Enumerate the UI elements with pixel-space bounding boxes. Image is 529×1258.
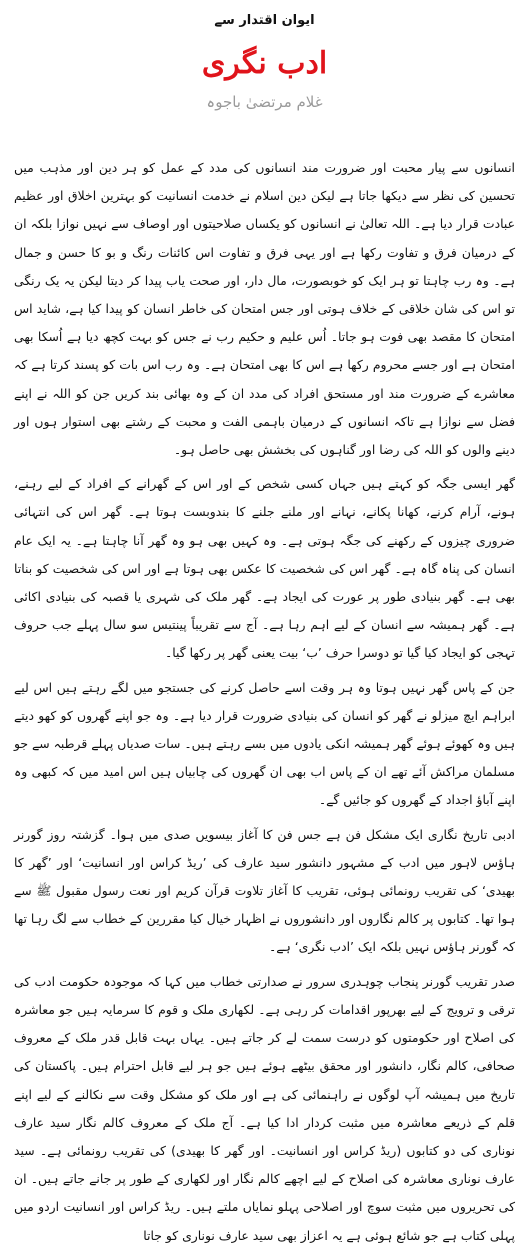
article-body [14, 154, 515, 1250]
article-paragraph: انسانوں سے پیار محبت اور ضرورت مند انسانوں کی مدد کے عمل کو ہر دین اور مذہب میں تحسین کی نظر سے دیکھا جاتا ہے لیکن دین اسلام نے خدمت انسانیت کو بہترین اخلاق اور عظیم عبادت قرار دیا ہے۔ اللہ تعالیٰ نے انسانوں کو یکساں صلاحیتوں اور اوصاف سے نہیں نوازا بلکہ ان کے درمیان فرق و تفاوت رکھا ہے اور یہی فرق و تفاوت اس کائنات رنگ و بو کا حسن و جمال ہے۔ وہ رب چاہتا تو ہر ایک کو خوبصورت، مال دار، اور صحت یاب پیدا کر دیتا لیکن یہ یک رنگی تو اس کی شان خلاقی کے خلاف ہوتی اور جس امتحان کی خاطر انسان کو پیدا کیا ہے، شاید اس امتحان کا مقصد بھی فوت ہو جاتا۔ اُس علیم و حکیم رب نے جس کو بہت کچھ دیا ہے اُسکا بھی امتحان ہے اور جسے محروم رکھا ہے اس کا بھی امتحان ہے۔ وہ رب اس بات کو پسند کرتا ہے کہ معاشرے کے ضرورت مند اور مستحق افراد کی مدد ان کے وہ بھائی بند کریں جن کو اللہ نے اپنے فضل سے نوازا ہے تاکہ انسانوں کے درمیان باہمی الفت و محبت کے رشتے بھی استوار ہوں اور دینے والوں کو اللہ کی رضا اور گناہوں کی بخشش بھی حاصل ہو۔ [14, 160, 515, 458]
article-paragraph: جن کے پاس گھر نہیں ہوتا وہ ہر وقت اسے حاصل کرنے کی جستجو میں لگے رہتے ہیں اس لیے ابراہم ایچ میزلو نے گھر کو انسان کی بنیادی ضرورت قرار دیا ہے۔ وہ جو اپنے گھروں کو کھو دیتے ہیں وہ کھوئے ہوئے گھر ہمیشہ انکی یادوں میں بسے رہتے ہیں۔ سات صدیاں پہلے قرطبہ سے جو مسلمان مراکش آئے تھے ان کے پاس اب بھی ان گھروں کی چابیاں ہیں اس امید میں کہ کبھی وہ اپنے آباؤ اجداد کے گھروں کو جائیں گے۔ [14, 679, 515, 808]
article-paragraph: صدر تقریب گورنر پنجاب چوہدری سرور نے صدارتی خطاب میں کہا کہ موجودہ حکومت ادب کی ترقی و ترویج کے لیے بھرپور اقدامات کر رہی ہے۔ لکھاری ملک و قوم کا سرمایہ ہیں جو معاشرہ کی اصلاح اور حکومتوں کو درست سمت لے کر جاتے ہیں۔ یہاں بہت قابل قدر ملک کے معروف صحافی، کالم نگار، دانشور اور محقق بیٹھے ہوئے ہیں جو ہر لیے قابل احترام ہیں۔ پاکستان کی تاریخ میں ہمیشہ آپ لوگوں نے راہنمائی کی ہے اور ملک کو مشکل وقت سے نکالنے کے لیے اپنے قلم کے ذریعے معاشرہ میں مثبت کردار ادا کیا ہے۔ آج ملک کے معروف کالم نگار سید عارف نوناری کی دو کتابوں (ریڈ کراس اور انسانیت۔ اور گھر کا بھیدی) کی تقریب رونمائی ہے۔ سید عارف نوناری معاشرہ کی اصلاح کے لیے اچھے کالم نگار اور لکھاری کے طور پر جانے جاتے ہیں۔ ان کی تحریروں میں مثبت سوچ اور اصلاحی پہلو نمایاں ملتے ہیں۔ ریڈ کراس اور انسانیت اردو میں پہلی کتاب ہے جو شائع ہوئی ہے یہ اعزاز بھی سید عارف نوناری کو جاتا [14, 973, 515, 1243]
article-header [14, 0, 515, 114]
article-paragraph: ادبی تاریخ نگاری ایک مشکل فن ہے جس فن کا آغاز بیسویں صدی میں ہوا۔ گزشتہ روز گورنر ہاؤس لاہور میں ادب کے مشہور دانشور سید عارف کی ’ریڈ کراس اور انسانیت‘ اور ’گھر کا بھیدی‘ کی تقریب رونمائی ہوئی، تقریب کا آغاز تلاوت قرآن کریم اور نعت رسول مقبول ﷺ سے ہوا تھا۔ کتابوں پر کالم نگاروں اور دانشوروں نے اظہار خیال کیا مقررین کے خطاب سے لگ رہا تھا کہ گورنر ہاؤس نہیں بلکہ ایک ’ادب نگری‘ ہے۔ [14, 826, 515, 955]
author-byline: غلام مرتضیٰ باجوہ [206, 93, 323, 111]
article-title: ادب نگری [201, 46, 328, 81]
article-paragraph: گھر ایسی جگہ کو کہتے ہیں جہاں کسی شخص کے اور اس کے گھرانے کے افراد کے لیے رہنے، ہونے، آرام کرنے، کھانا پکانے، نہانے اور ملنے جلنے کا بندوبست ہوتا ہے۔ گھر اس کی انتہائی ضروری چیزوں کے رکھنے کی جگہ ہوتی ہے۔ وہ کہیں بھی ہو وہ گھر آنا چاہتا ہے۔ یہ ایک عام انسان کی پناہ گاہ ہے۔ گھر اس کی شخصیت کا عکس بھی ہوتا ہے اور اس کی شخصیت کو بناتا بھی ہے۔ گھر بنیادی طور پر عورت کی ایجاد ہے۔ گھر ملک کی شہری یا قصبہ کی بنیادی اکائی ہے۔ گھر ہمیشہ سے انسان کے لیے اہم رہا ہے۔ آج سے تقریباً پینتیس سو سال پہلے جب حروف تہجی کو ایجاد کیا گیا تو دوسرا حرف ’ب‘ بیت یعنی گھر پر رکھا گیا۔ [14, 476, 515, 661]
column-kicker: ایوان اقتدار سے [214, 13, 315, 28]
